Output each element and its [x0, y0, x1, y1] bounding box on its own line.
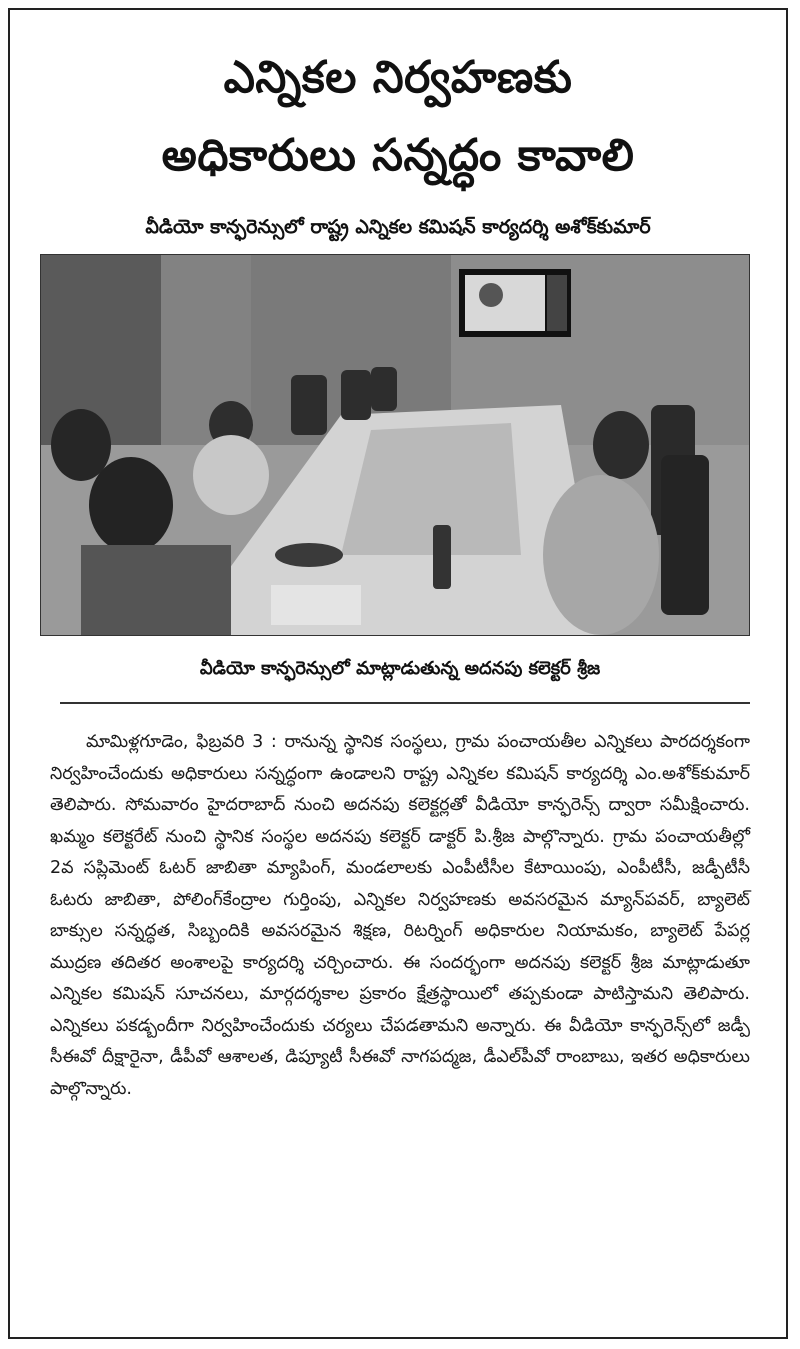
news-photo-video-conference [40, 254, 750, 636]
headline-line-2: అధికారులు సన్నద్ధం కావాలి [161, 130, 635, 181]
caption-divider [60, 702, 750, 704]
subheadline: వీడియో కాన్ఫరెన్సులో రాష్ట్ర ఎన్నికల కమిషన్ కార్యదర్శి అశోక్‌కుమార్ [145, 216, 651, 238]
headline-line-1: ఎన్నికల నిర్వహణకు [223, 52, 573, 103]
article-body [50, 727, 750, 1105]
photo-caption: వీడియో కాన్ఫరెన్సులో మాట్లాడుతున్న అదనపు కలెక్టర్ శ్రీజ [199, 658, 601, 679]
photo-illustration [41, 255, 749, 635]
article-paragraph: మామిళ్లగూడెం, ఫిబ్రవరి 3 : రానున్న స్థానిక సంస్థలు, గ్రామ పంచాయతీల ఎన్నికలు పారదర్శకంగా నిర్వహించేందుకు అధికారులు సన్నద్ధంగా ఉండాలని రాష్ట్ర ఎన్నికల కమిషన్ కార్యదర్శి ఎం.అశోక్‌కుమార్ తెలిపారు. సోమవారం హైదరాబాద్ నుంచి అదనపు కలెక్టర్లతో వీడియో కాన్ఫరెన్స్ ద్వారా సమీక్షించారు. ఖమ్మం కలెక్టరేట్ నుంచి స్థానిక సంస్థల అదనపు కలెక్టర్ డాక్టర్ పి.శ్రీజ పాల్గొన్నారు. గ్రామ పంచాయతీల్లో 2వ సప్లిమెంట్ ఓటర్ జాబితా మ్యాపింగ్, మండలాలకు ఎంపీటీసీల కేటాయింపు, ఎంపీటీసీ, జడ్పీటీసీ ఓటరు జాబితా, పోలింగ్‌కేంద్రాల గుర్తింపు, ఎన్నికల నిర్వహణకు అవసరమైన మ్యాన్‌పవర్, బ్యాలెట్ బాక్సుల సన్నద్ధత, సిబ్బందికి అవసరమైన శిక్షణ, రిటర్నింగ్ అధికారుల నియామకం, బ్యాలెట్ పేపర్ల ముద్రణ తదితర అంశాలపై కార్యదర్శి చర్చించారు. ఈ సందర్భంగా అదనపు కలెక్టర్ శ్రీజ మాట్లాడుతూ ఎన్నికల కమిషన్ సూచనలు, మార్గదర్శకాల ప్రకారం క్షేత్రస్థాయిలో తప్పకుండా పాటిస్తామని తెలిపారు. ఎన్నికలు పకడ్బందీగా నిర్వహించేందుకు చర్యలు చేపడతామని అన్నారు. ఈ వీడియో కాన్ఫరెన్స్‌లో జడ్పీ సీఈవో దీక్షారైనా, డీపీవో ఆశాలత, డిప్యూటీ సీఈవో నాగపద్మజ, డీఎల్‌పీవో రాంబాబు, ఇతర అధికారులు పాల్గొన్నారు. [50, 732, 750, 1099]
